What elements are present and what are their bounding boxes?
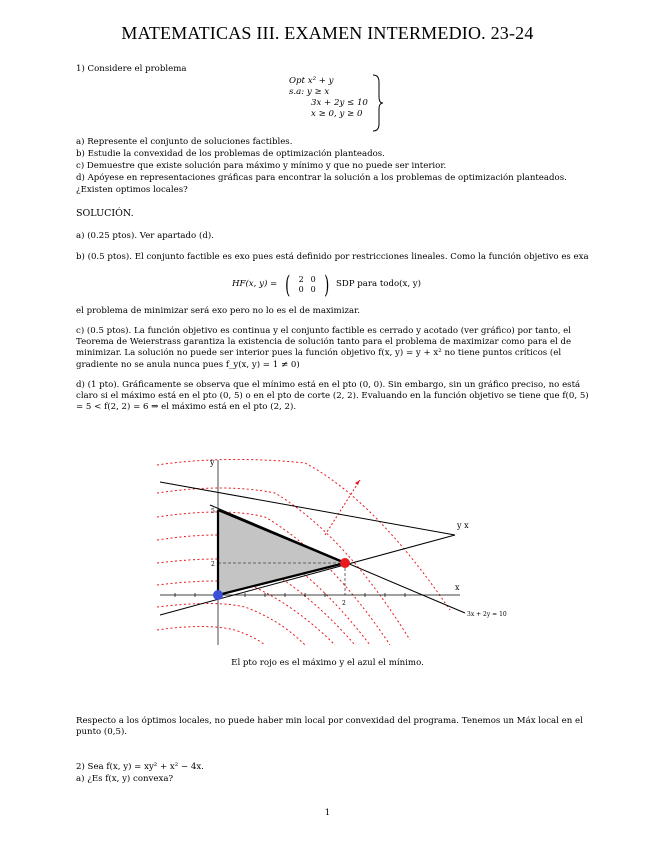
q2-part-a: a) ¿Es f(x, y) convexa? [76,774,174,784]
right-brace [372,74,384,132]
line-y-equals-x [160,482,455,535]
figure-caption: El pto rojo es el máximo y el azul el mínimo. [231,658,424,668]
exam-title: MATEMATICAS III. EXAMEN INTERMEDIO. 23-24 [121,23,534,43]
y-axis-label: y [210,458,215,467]
q1-part-c: c) Demuestre que existe solución para máximo y mínimo y que no puede ser interior. [76,161,447,171]
matrix-entry: 0 [310,275,316,284]
q1-part-b: b) Estudie la convexidad de los problemas de optimización planteados. [76,149,385,159]
solution-d: d) (1 pto). Gráficamente se observa que el mínimo está en el pto (0, 0). Sin embargo, sin un gráfico preciso, no está claro si el máximo está en el pto (0, 5) o en el pto de corte (2, 2). Evaluando en la función objetivo se tiene que f(0, 5) = 5 < f(2, 2) = 6 ⇒ el máximo está en el pto (2, 2). [76,380,589,413]
contour-curve [157,581,335,645]
y-tick-label: 2 [211,561,215,568]
q2-statement: 2) Sea f(x, y) = xy² + x² − 4x. [76,762,204,772]
local-optima-text: Respecto a los óptimos locales, no puede haber min local por convexidad del programa. Tenemos un Máx local en el punto (0,5). [76,716,583,738]
page-number: 1 [324,808,331,818]
contour-curve [157,627,265,646]
constraint-label: 3x + 2y = 10 [467,611,507,618]
q1-intro: 1) Considere el problema [76,64,187,74]
feasible-region-figure [155,455,507,650]
matrix-left-paren: ( [285,271,291,299]
matrix-entry: 0 [310,285,316,294]
y-tick-label: 5 [211,508,215,515]
problem-objective: Opt x² + y [289,76,334,86]
q1-part-a: a) Represente el conjunto de soluciones factibles. [76,137,293,147]
solution-a: a) (0.25 ptos). Ver apartado (d). [76,231,214,241]
solution-b-conclusion: el problema de minimizar será exo pero no lo es el de maximizar. [76,306,360,316]
matrix-entry: 0 [298,285,304,294]
matrix-entry: 2 [298,275,304,284]
solution-heading: SOLUCIÓN. [76,208,134,219]
x-axis-label: x [455,583,460,592]
problem-constraint-1: s.a: y ≥ x [289,87,330,97]
q1-part-d-2: ¿Existen optimos locales? [76,185,188,195]
line-yx-label: y x [457,521,469,530]
problem-constraint-3: x ≥ 0, y ≥ 0 [311,109,363,119]
contour-curve [157,459,450,610]
min-point [213,590,223,600]
solution-b-intro: b) (0.5 ptos). El conjunto factible es exo pues está definido por restricciones lineales. Como la función objetivo es exa [76,252,589,262]
q1-part-d: d) Apóyese en representaciones gráficas para encontrar la solución a los problemas de optimización planteados. [76,173,567,183]
hessian-matrix [295,275,319,295]
x-tick-label: 2 [342,600,346,607]
matrix-right-paren: ) [323,271,330,299]
solution-c: c) (0.5 ptos). La función objetivo es continua y el conjunto factible es cerrado y acotado (ver gráfico) por tanto, el Teorema de Weierstrass garantiza la existencia de solución tanto para el problema de maximizar como para el de minimizar. La solución no puede ser interior pues la función objetivo f(x, y) = y + x² no tiene puntos críticos (el gradiente no se anula nunca pues f_y(x, y) = 1 ≠ 0) [76,326,572,370]
max-point [340,558,350,568]
problem-constraint-2: 3x + 2y ≤ 10 [311,98,368,108]
hessian-rhs: SDP para todo(x, y) [335,279,422,290]
hessian-equation [232,273,421,297]
gradient-arrow-head [355,480,360,485]
problem-statement [289,76,368,120]
hessian-lhs: HF(x, y) = [232,279,278,290]
